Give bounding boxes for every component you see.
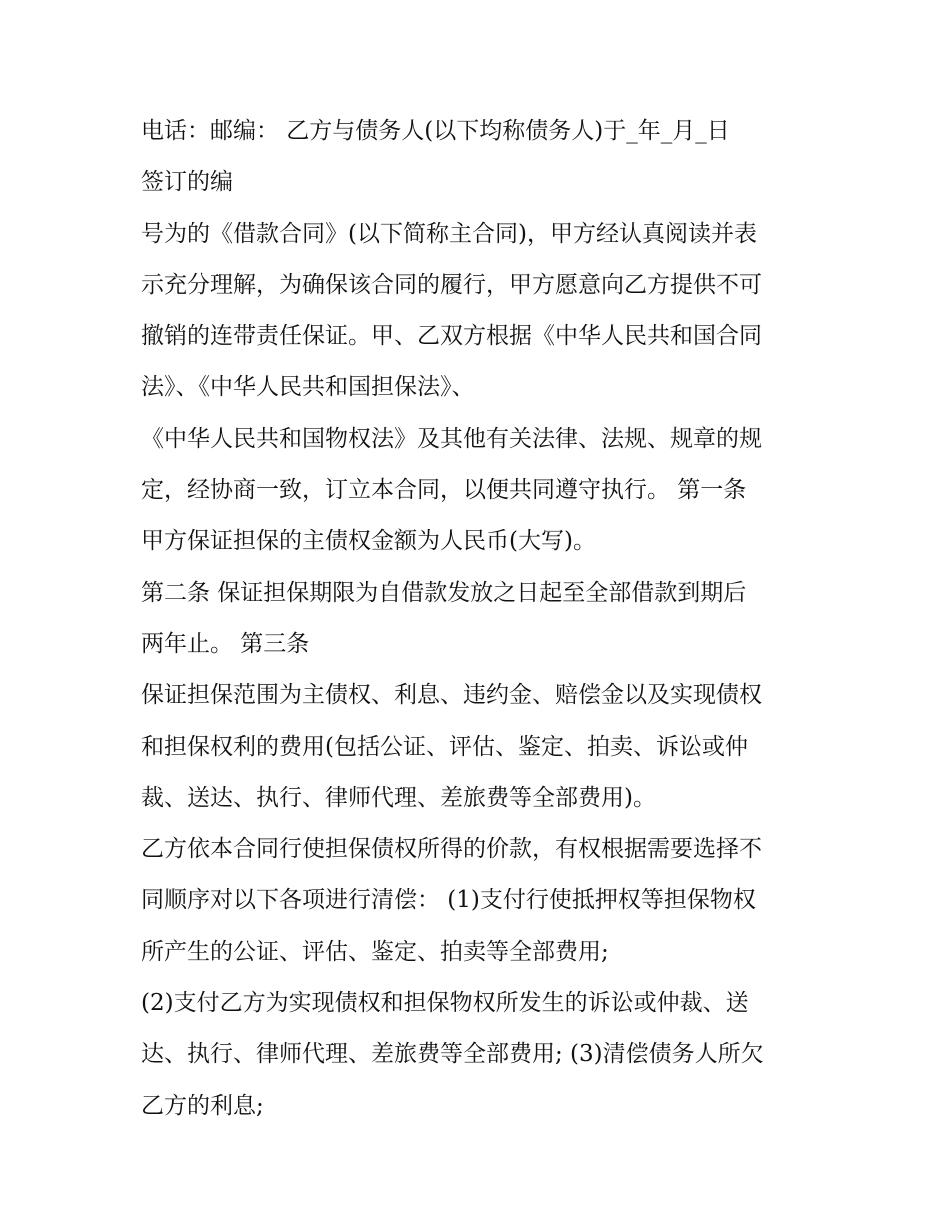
text-line: 两年止。 第三条 <box>141 630 310 657</box>
text-line: 达、执行、律师代理、差旅费等全部费用; (3)清偿债务人所欠 <box>141 1041 764 1068</box>
text-line: 《中华人民共和国物权法》及其他有关法律、法规、规章的规 <box>141 425 762 452</box>
text-line: 保证担保范围为主债权、利息、违约金、赔偿金以及实现债权 <box>141 682 762 709</box>
text-line: 乙方的利息; <box>141 1092 264 1119</box>
text-line: 甲方保证担保的主债权金额为人民币(大写)。 <box>141 528 596 555</box>
text-line: 签订的编 <box>141 169 233 196</box>
text-line: 同顺序对以下各项进行清偿： (1)支付行使抵押权等担保物权 <box>141 887 756 914</box>
contract-body <box>141 106 821 1132</box>
text-line: 法》、《中华人民共和国担保法》、 <box>141 374 475 401</box>
text-line: 第二条 保证担保期限为自借款发放之日起至全部借款到期后 <box>141 579 747 606</box>
text-line: 所产生的公证、评估、鉴定、拍卖等全部费用; <box>141 938 609 965</box>
text-line: 和担保权利的费用(包括公证、评估、鉴定、拍卖、诉讼或仲 <box>141 733 748 760</box>
text-line: 撤销的连带责任保证。甲、乙双方根据《中华人民共和国合同 <box>141 323 762 350</box>
text-line: 定，经协商一致，订立本合同，以便共同遵守执行。 第一条 <box>141 477 747 504</box>
text-line: 电话：邮编： 乙方与债务人(以下均称债务人)于_年_月_日 <box>141 118 730 144</box>
text-line: 乙方依本合同行使担保债权所得的价款，有权根据需要选择不 <box>141 836 762 863</box>
text-line: 号为的《借款合同》(以下简称主合同)，甲方经认真阅读并表 <box>141 220 757 247</box>
text-line: (2)支付乙方为实现债权和担保物权所发生的诉讼或仲裁、送 <box>141 990 749 1017</box>
text-line: 示充分理解，为确保该合同的履行，甲方愿意向乙方提供不可 <box>141 271 762 298</box>
text-line: 裁、送达、执行、律师代理、差旅费等全部费用)。 <box>141 784 656 811</box>
